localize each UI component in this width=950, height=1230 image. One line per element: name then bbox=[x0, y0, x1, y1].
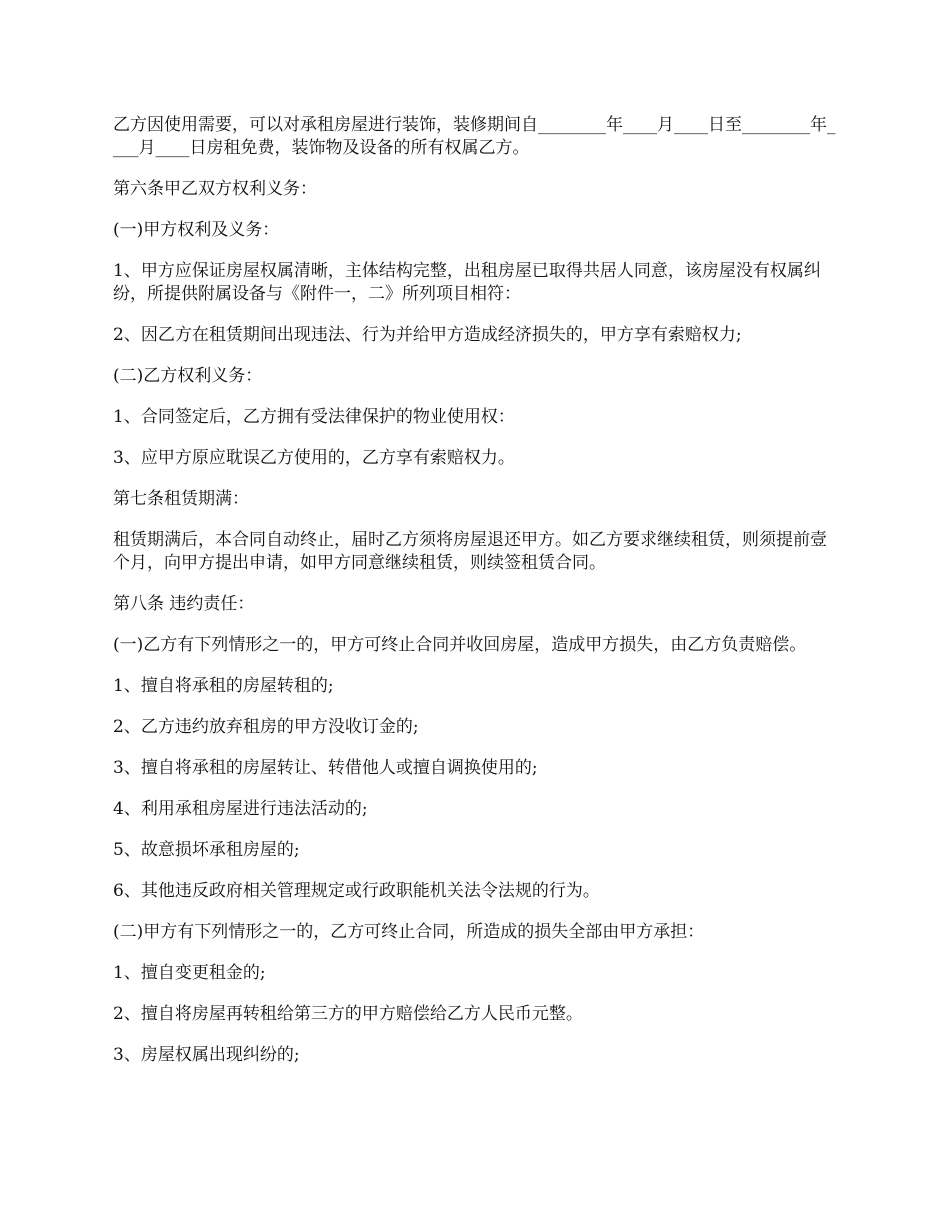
paragraph-a-duty-2: 2、因乙方在租赁期间出现违法、行为并给甲方造成经济损失的，甲方享有索赔权力; bbox=[113, 325, 742, 345]
list-item-a-breach-1: 1、擅自变更租金的; bbox=[113, 963, 266, 983]
list-item-b-breach-2: 2、乙方违约放弃租房的甲方没收订金的; bbox=[113, 717, 419, 737]
document-body bbox=[113, 114, 841, 1085]
list-item-a-breach-3: 3、房屋权属出现纠纷的; bbox=[113, 1045, 300, 1065]
paragraph-lease-expiry: 租赁期满后，本合同自动终止，届时乙方须将房屋退还甲方。如乙方要求继续租赁，则须提前壹个月，向甲方提出申请，如甲方同意继续租赁，则续签租赁合同。 bbox=[113, 530, 827, 573]
heading-article-eight: 第八条 违约责任： bbox=[113, 594, 255, 614]
list-item-b-breach-4: 4、利用承租房屋进行违法活动的; bbox=[113, 799, 368, 819]
list-item-b-breach-1: 1、擅自将承租的房屋转租的; bbox=[113, 676, 334, 696]
subheading-party-b-rights: (二)乙方权利义务： bbox=[113, 366, 263, 386]
heading-article-six: 第六条甲乙双方权利义务： bbox=[113, 179, 317, 199]
list-item-b-breach-5: 5、故意损坏承租房屋的; bbox=[113, 840, 300, 860]
paragraph-b-right-1: 1、合同签定后，乙方拥有受法律保护的物业使用权： bbox=[113, 407, 515, 427]
heading-article-seven: 第七条租赁期满： bbox=[113, 489, 249, 509]
subheading-a-breach: (二)甲方有下列情形之一的，乙方可终止合同，所造成的损失全部由甲方承担： bbox=[113, 922, 705, 942]
paragraph-renovation-period: 乙方因使用需要，可以对承租房屋进行装饰，装修期间自________年____月____日至________年____月____日房租免费，装饰物及设备的所有权属乙方。 bbox=[113, 115, 836, 158]
list-item-b-breach-3: 3、擅自将承租的房屋转让、转借他人或擅自调换使用的; bbox=[113, 758, 538, 778]
list-item-b-breach-6: 6、其他违反政府相关管理规定或行政职能机关法令法规的行为。 bbox=[113, 881, 600, 901]
subheading-party-a-rights: (一)甲方权利及义务： bbox=[113, 220, 280, 240]
list-item-a-breach-2: 2、擅自将房屋再转租给第三方的甲方赔偿给乙方人民币元整。 bbox=[113, 1004, 583, 1024]
subheading-b-breach: (一)乙方有下列情形之一的，甲方可终止合同并收回房屋，造成甲方损失，由乙方负责赔偿。 bbox=[113, 635, 807, 655]
paragraph-a-duty-1: 1、甲方应保证房屋权属清晰，主体结构完整，出租房屋已取得共居人同意，该房屋没有权属纠纷，所提供附属设备与《附件一，二》所列项目相符： bbox=[113, 261, 821, 304]
paragraph-b-right-3: 3、应甲方原应耽误乙方使用的，乙方享有索赔权力。 bbox=[113, 448, 515, 468]
